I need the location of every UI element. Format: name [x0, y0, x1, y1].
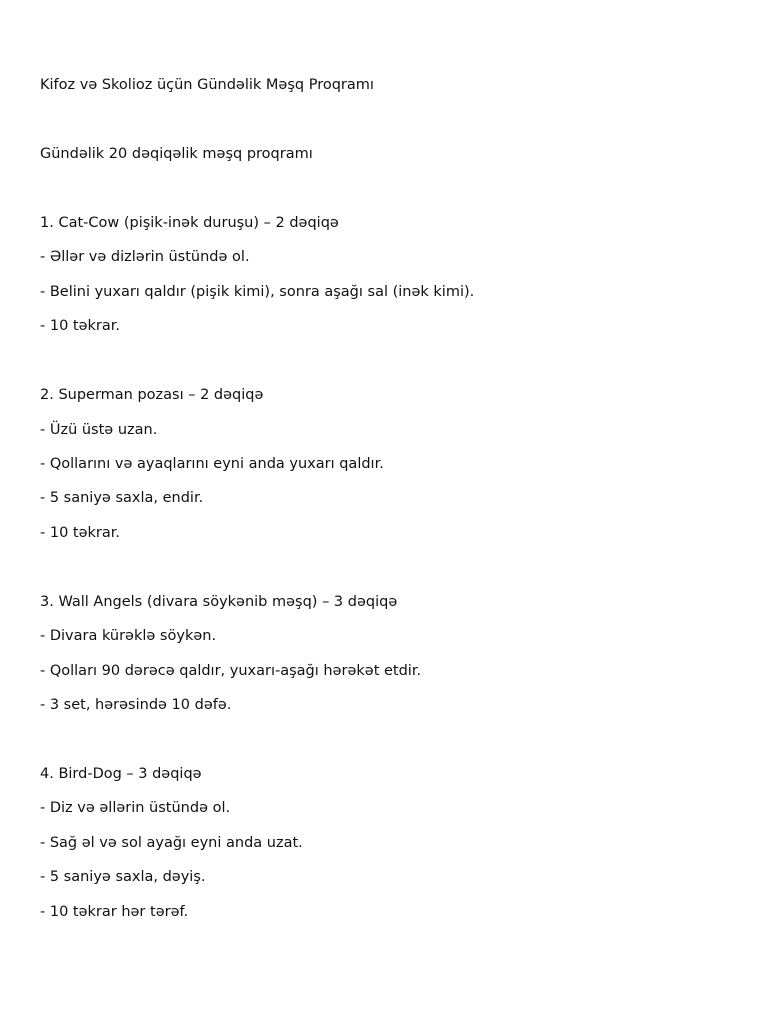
exercise-4-step-1: - Diz və əllərin üstündə ol.	[40, 800, 231, 816]
exercise-4-step-2: - Sağ əl və sol ayağı eyni anda uzat.	[40, 835, 303, 851]
exercise-2-heading: 2. Superman pozası – 2 dəqiqə	[40, 387, 264, 403]
exercise-3-step-3: - 3 set, hərəsində 10 dəfə.	[40, 697, 232, 713]
exercise-2-step-1: - Üzü üstə uzan.	[40, 422, 158, 438]
exercise-2-step-4: - 10 təkrar.	[40, 525, 120, 541]
exercise-3-step-1: - Divara kürəklə söykən.	[40, 628, 217, 644]
exercise-3-heading: 3. Wall Angels (divara söykənib məşq) – 3 dəqiqə	[40, 594, 398, 610]
exercise-1-step-3: - 10 təkrar.	[40, 318, 120, 334]
exercise-2-step-2: - Qollarını və ayaqlarını eyni anda yuxarı qaldır.	[40, 456, 384, 472]
exercise-4-heading: 4. Bird-Dog – 3 dəqiqə	[40, 766, 202, 782]
exercise-1-step-2: - Belini yuxarı qaldır (pişik kimi), sonra aşağı sal (inək kimi).	[40, 284, 475, 300]
exercise-1-step-1: - Əllər və dizlərin üstündə ol.	[40, 249, 250, 265]
document-subtitle: Gündəlik 20 dəqiqəlik məşq proqramı	[40, 146, 313, 162]
exercise-4-step-4: - 10 təkrar hər tərəf.	[40, 904, 189, 920]
exercise-1-heading: 1. Cat-Cow (pişik-inək duruşu) – 2 dəqiqə	[40, 215, 339, 231]
exercise-4-step-3: - 5 saniyə saxla, dəyiş.	[40, 869, 206, 885]
exercise-3-step-2: - Qolları 90 dərəcə qaldır, yuxarı-aşağı hərəkət etdir.	[40, 663, 422, 679]
exercise-2-step-3: - 5 saniyə saxla, endir.	[40, 490, 204, 506]
document-title: Kifoz və Skolioz üçün Gündəlik Məşq Proqramı	[40, 77, 374, 93]
